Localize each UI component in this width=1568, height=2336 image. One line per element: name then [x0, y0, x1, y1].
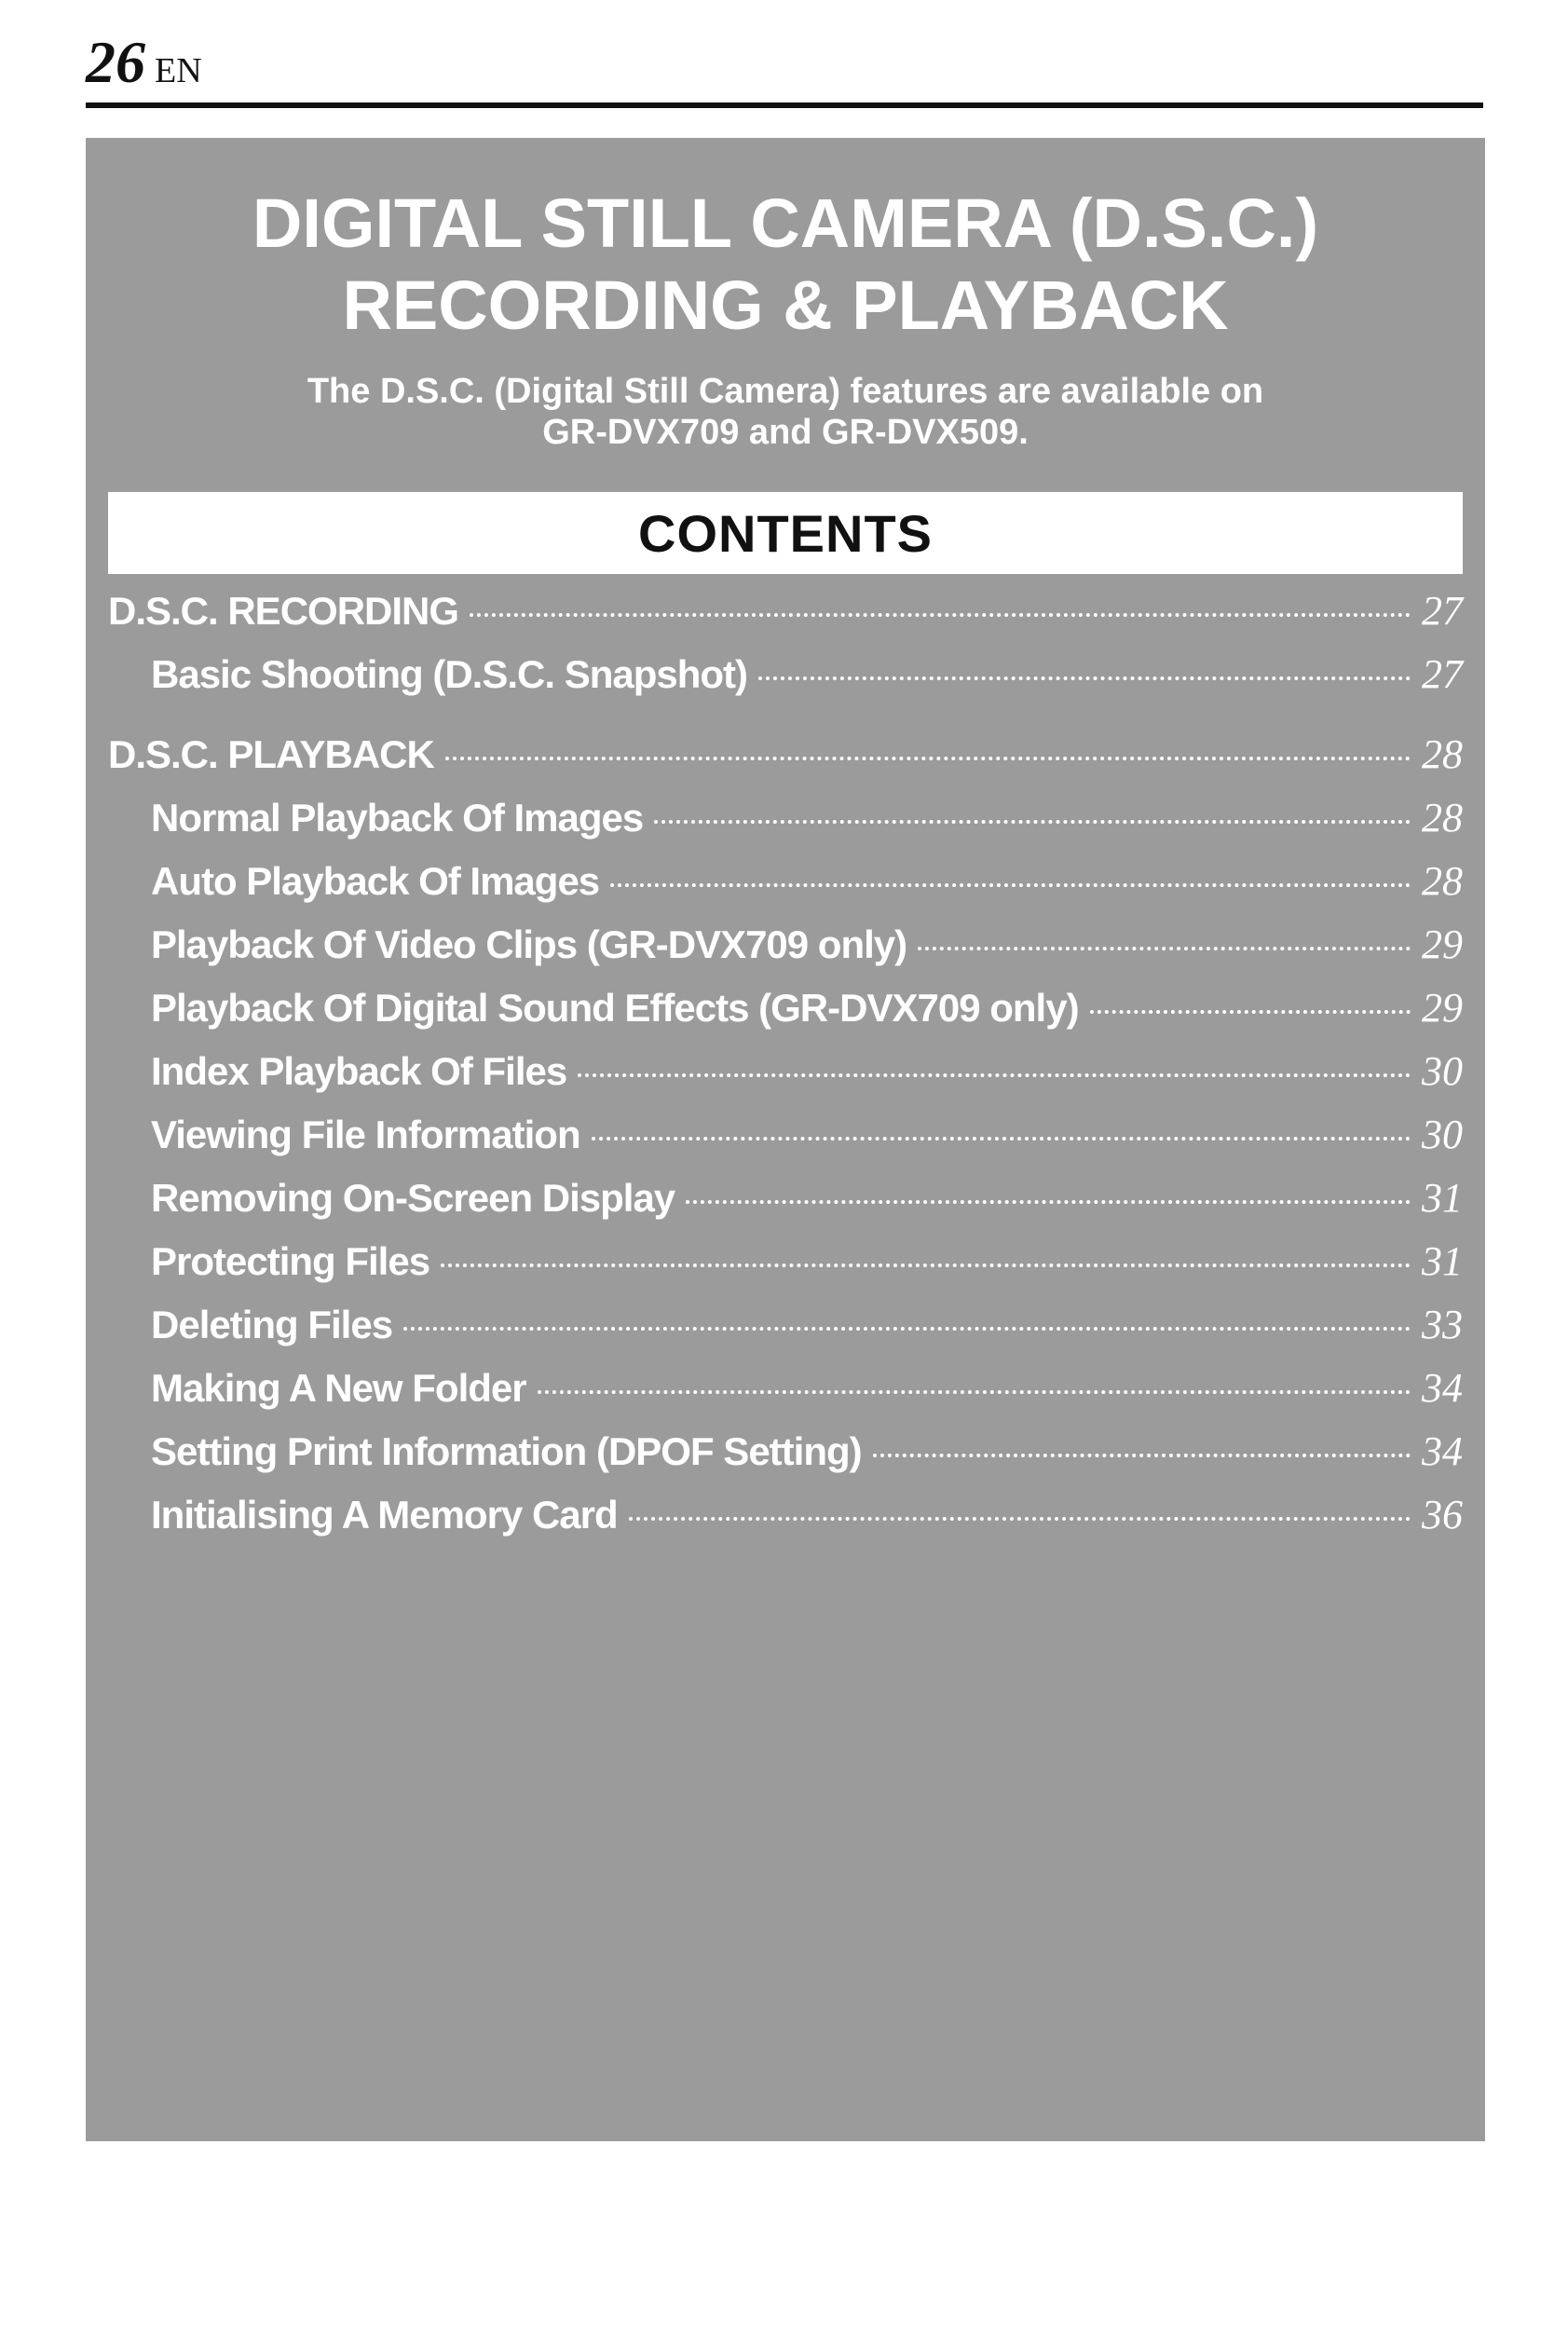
toc-entry-label: Basic Shooting (D.S.C. Snapshot) — [151, 652, 748, 696]
watermark-url: jingyan.baidu.com — [1254, 2300, 1526, 2335]
toc-entry[interactable] — [108, 1174, 1463, 1237]
toc-entry-page: 30 — [1422, 1048, 1463, 1094]
toc-entry-label: D.S.C. PLAYBACK — [108, 732, 434, 776]
toc-leader-dots — [403, 1327, 1411, 1331]
toc-entry[interactable] — [108, 794, 1463, 857]
baidu-watermark — [1204, 2132, 1568, 2336]
toc-entry[interactable] — [108, 650, 1463, 714]
toc-entry-page: 31 — [1422, 1175, 1463, 1221]
toc-entry[interactable] — [108, 1364, 1463, 1428]
toc-entry-label: Protecting Files — [151, 1239, 430, 1283]
toc-entry-label: Index Playback Of Files — [151, 1049, 567, 1093]
toc-entry-page: 31 — [1422, 1238, 1463, 1284]
toc-entry-label: Viewing File Information — [151, 1113, 580, 1156]
intro-text — [86, 371, 1485, 453]
toc-leader-dots — [470, 613, 1411, 617]
toc-entry[interactable] — [108, 731, 1463, 794]
toc-entry[interactable] — [108, 1111, 1463, 1174]
page-title — [86, 183, 1485, 347]
toc-entry-page: 33 — [1422, 1302, 1463, 1347]
intro-line-1: The D.S.C. (Digital Still Camera) features are available on — [307, 372, 1264, 411]
toc-entry-label: Normal Playback Of Images — [151, 796, 644, 840]
table-of-contents — [108, 587, 1463, 1554]
toc-leader-dots — [686, 1200, 1411, 1204]
title-line-2: RECORDING & PLAYBACK — [342, 266, 1229, 344]
toc-leader-dots — [441, 1264, 1411, 1267]
toc-entry[interactable] — [108, 1047, 1463, 1111]
toc-entry[interactable] — [108, 1428, 1463, 1491]
toc-entry-page: 29 — [1422, 922, 1463, 967]
toc-entry-label: Playback Of Digital Sound Effects (GR-DVX709 only) — [151, 986, 1079, 1030]
toc-entry-page: 28 — [1422, 731, 1463, 777]
toc-entry-label: Deleting Files — [151, 1303, 393, 1346]
toc-entry[interactable] — [108, 857, 1463, 921]
page-number: 26 — [86, 29, 145, 95]
toc-entry-page: 27 — [1422, 588, 1463, 634]
toc-entry-page: 28 — [1422, 858, 1463, 904]
toc-leader-dots — [758, 676, 1411, 680]
toc-entry-label: D.S.C. RECORDING — [108, 589, 459, 633]
toc-leader-dots — [629, 1517, 1411, 1521]
toc-leader-dots — [445, 757, 1411, 760]
header-rule — [86, 102, 1483, 108]
toc-leader-dots — [538, 1390, 1411, 1394]
toc-entry-page: 34 — [1422, 1365, 1463, 1411]
toc-entry-page: 29 — [1422, 985, 1463, 1031]
toc-entry-page: 36 — [1422, 1492, 1463, 1537]
contents-heading: CONTENTS — [638, 503, 933, 563]
toc-entry-page: 34 — [1422, 1428, 1463, 1474]
watermark-logo: Bai du 经验 — [1228, 2132, 1552, 2299]
toc-entry-page: 28 — [1422, 795, 1463, 840]
toc-leader-dots — [592, 1137, 1411, 1141]
toc-entry-page: 30 — [1422, 1112, 1463, 1157]
toc-entry-label: Initialising A Memory Card — [151, 1493, 618, 1537]
toc-leader-dots — [578, 1073, 1411, 1077]
toc-entry-label: Auto Playback Of Images — [151, 859, 600, 903]
toc-entry-label: Making A New Folder — [151, 1366, 526, 1410]
toc-leader-dots — [918, 947, 1411, 950]
toc-entry[interactable] — [108, 921, 1463, 984]
toc-leader-dots — [610, 883, 1411, 887]
toc-leader-dots — [873, 1454, 1411, 1457]
toc-entry[interactable] — [108, 1301, 1463, 1364]
contents-header-box — [108, 492, 1463, 574]
content-panel — [86, 138, 1552, 2335]
intro-line-2: GR-DVX709 and GR-DVX509. — [542, 413, 1029, 452]
toc-entry[interactable] — [108, 984, 1463, 1047]
toc-entry[interactable] — [108, 1237, 1463, 1301]
toc-entry[interactable] — [108, 587, 1463, 650]
toc-entry-label: Removing On-Screen Display — [151, 1176, 675, 1220]
page-header — [86, 28, 202, 97]
toc-entry-page: 27 — [1422, 651, 1463, 697]
toc-entry[interactable] — [108, 1491, 1463, 1554]
toc-entry-label: Playback Of Video Clips (GR-DVX709 only) — [151, 922, 907, 966]
toc-leader-dots — [654, 820, 1411, 824]
toc-leader-dots — [1090, 1010, 1411, 1014]
language-label: EN — [155, 51, 202, 90]
title-line-1: DIGITAL STILL CAMERA (D.S.C.) — [252, 184, 1319, 262]
toc-entry-label: Setting Print Information (DPOF Setting) — [151, 1429, 862, 1473]
